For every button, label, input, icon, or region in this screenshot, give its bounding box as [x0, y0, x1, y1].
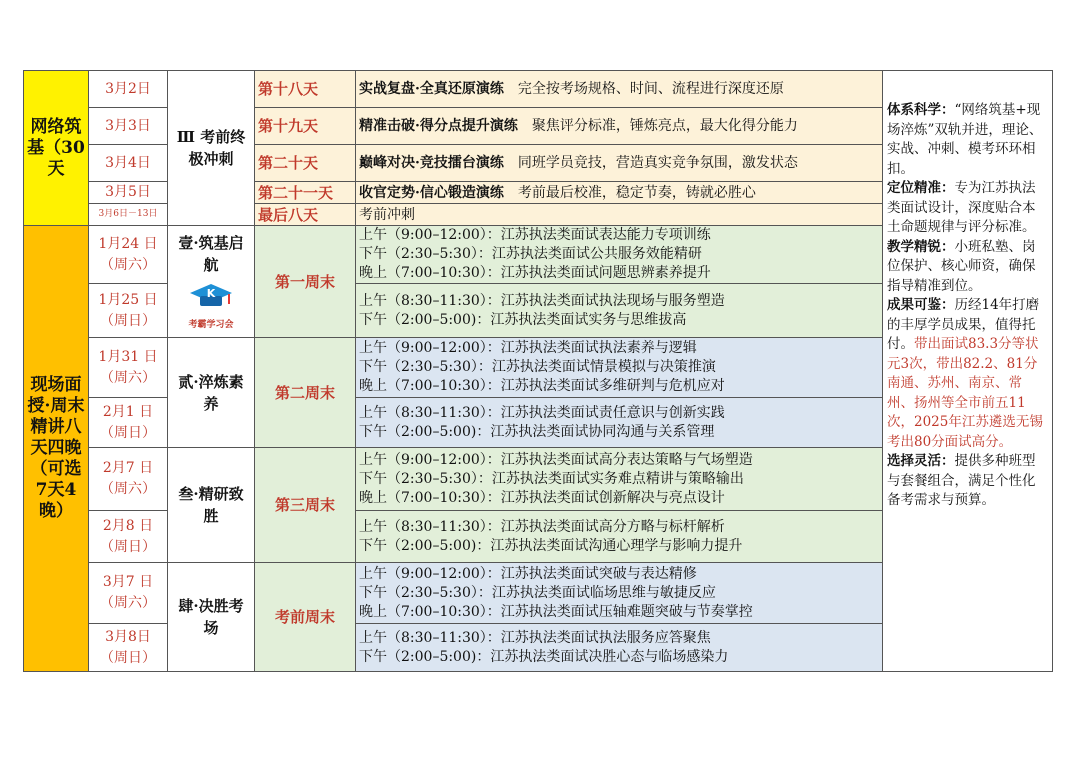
session-list: [356, 398, 883, 448]
module-title: 贰·淬炼素养: [168, 338, 255, 448]
features-column: [883, 71, 1053, 672]
session-line: 上午（9:00–12:00）：江苏执法类面试表达能力专项训练: [359, 227, 711, 243]
logo-caption: 考霸学习会: [188, 320, 234, 330]
drill-title: 收官定势·信心锻造演练: [359, 184, 504, 201]
session-line: 晚上（7:00–10:30）：江苏执法类面试多维研判与危机应对: [359, 378, 725, 394]
drill-content: [356, 71, 883, 108]
week-label: 考前周末: [255, 563, 356, 672]
session-line: 上午（9:00–12:00）：江苏执法类面试突破与表达精修: [359, 565, 697, 582]
session-list: [356, 284, 883, 338]
graduation-cap-icon: [189, 282, 233, 314]
date-cell: 1月25 日（周日）: [89, 284, 168, 338]
date-cell: 1月24 日（周六）: [89, 226, 168, 284]
session-line: 晚上（7:00–10:30）：江苏执法类面试压轴难题突破与节奏掌控: [359, 603, 753, 620]
session-line: 下午（2:00–5:00)：江苏执法类面试沟通心理学与影响力提升: [359, 537, 743, 554]
drill-title: 精准击破·得分点提升演练: [359, 118, 518, 134]
feature-heading: 成果可鉴：: [887, 297, 955, 313]
date-cell: 2月7 日（周六）: [89, 448, 168, 511]
module-label: 壹·筑基启航: [178, 234, 244, 274]
module-title: 叁·精研致胜: [168, 448, 255, 563]
feature-text: 提供多种班型与套餐组合，满足个性化备考需求与预算。: [887, 453, 1036, 508]
session-line: 下午（2:00–5:00)：江苏执法类面试实务与思维拔高: [359, 311, 687, 328]
drill-desc: 同班学员竞技，营造真实竞争氛围，激发状态: [517, 155, 798, 171]
feature-heading: 定位精准：: [887, 180, 955, 196]
feature-text: 历经14年打磨的丰厚学员成果，值得托付。: [887, 297, 1040, 352]
date-cell: 3月4日: [89, 145, 168, 182]
phase2-title: 现场面授·周末精讲八天四晚（可选7天4晚）: [24, 226, 89, 672]
brand-logo: [179, 282, 243, 331]
module-title: [168, 226, 255, 338]
date-cell: 1月31 日（周六）: [89, 338, 168, 398]
module-title: Ⅲ 考前终极冲刺: [168, 71, 255, 226]
phase1-title: 网络筑基（30天: [24, 71, 89, 226]
drill-title: 巅峰对决·竞技擂台演练: [359, 155, 504, 171]
session-line: 下午（2:30–5:30）：江苏执法类面试临场思维与敏捷反应: [359, 584, 716, 601]
session-list: [356, 448, 883, 511]
day-label: 第十八天: [255, 71, 356, 108]
date-cell: 3月6日－13日: [89, 204, 168, 226]
session-line: 晚上（7:00–10:30）：江苏执法类面试创新解决与亮点设计: [359, 489, 725, 506]
drill-desc: 完全按考场规格、时间、流程进行深度还原: [517, 81, 784, 97]
drill-desc: 聚焦评分标准，锤炼亮点，最大化得分能力: [531, 118, 798, 134]
date-cell: 3月8日（周日）: [89, 624, 168, 672]
session-line: 下午（2:00–5:00)：江苏执法类面试决胜心态与临场感染力: [359, 648, 729, 665]
schedule-table: [23, 70, 1053, 672]
module-title: 肆·决胜考场: [168, 563, 255, 672]
drill-content: [356, 108, 883, 145]
date-cell: 3月3日: [89, 108, 168, 145]
drill-content: [356, 145, 883, 182]
session-line: 上午（9:00–12:00）：江苏执法类面试执法素养与逻辑: [359, 340, 697, 356]
session-line: 下午（2:30–5:30）：江苏执法类面试情景模拟与决策推演: [359, 359, 716, 375]
feature-text: 小班私塾、岗位保护、核心师资，确保指导精准到位。: [887, 238, 1036, 294]
date-cell: 2月1 日（周日）: [89, 398, 168, 448]
session-line: 下午（2:30–5:30）：江苏执法类面试公共服务效能精研: [359, 246, 702, 262]
day-label: 第二十天: [255, 145, 356, 182]
session-list: [356, 511, 883, 563]
date-cell: 2月8 日（周日）: [89, 511, 168, 563]
session-line: 下午（2:30–5:30）：江苏执法类面试实务难点精讲与策略输出: [359, 470, 744, 487]
feature-text: “网络筑基+现场淬炼”双轨并进，理论、实战、冲刺、模考环环相扣。: [887, 102, 1043, 177]
session-list: [356, 338, 883, 398]
week-label: 第三周末: [255, 448, 356, 563]
date-cell: 3月7 日（周六）: [89, 563, 168, 624]
drill-title: 实战复盘·全真还原演练: [359, 81, 504, 97]
drill-content: [356, 204, 883, 226]
day-label: 最后八天: [255, 204, 356, 226]
session-list: [356, 624, 883, 672]
day-label: 第十九天: [255, 108, 356, 145]
session-line: 下午（2:00–5:00)：江苏执法类面试协同沟通与关系管理: [359, 423, 715, 440]
feature-heading: 选择灵活：: [887, 453, 955, 469]
session-line: 上午（8:30–11:30）：江苏执法类面试执法服务应答聚焦: [359, 629, 711, 646]
achievement-highlight: 带出面试83.3分等状元3次，带出82.2、81分南通、苏州、南京、常州、扬州等全市前五11次，2025年江苏遴选无锡考出80分面试高分。: [887, 336, 1043, 450]
session-list: [356, 226, 883, 284]
session-list: [356, 563, 883, 624]
svg-text:K: K: [206, 287, 216, 300]
drill-desc: 考前最后校准，稳定节奏，铸就必胜心: [517, 184, 756, 201]
drill-content: [356, 182, 883, 204]
week-label: 第二周末: [255, 338, 356, 448]
drill-desc: 考前冲刺: [359, 206, 415, 223]
feature-heading: 体系科学：: [887, 102, 955, 118]
date-cell: 3月5日: [89, 182, 168, 204]
day-label: 第二十一天: [255, 182, 356, 204]
feature-text: 专为江苏执法类面试设计，深度贴合本土命题规律与评分标准。: [887, 180, 1036, 235]
session-line: 上午（8:30–11:30）：江苏执法类面试责任意识与创新实践: [359, 404, 725, 421]
session-line: 上午（8:30–11:30）：江苏执法类面试执法现场与服务塑造: [359, 292, 725, 309]
session-line: 上午（8:30–11:30）：江苏执法类面试高分方略与标杆解析: [359, 518, 725, 535]
session-line: 上午（9:00–12:00）：江苏执法类面试高分表达策略与气场塑造: [359, 451, 753, 468]
feature-heading: 教学精锐：: [887, 238, 955, 255]
session-line: 晚上（7:00–10:30）：江苏执法类面试问题思辨素养提升: [359, 265, 711, 281]
week-label: 第一周末: [255, 226, 356, 338]
date-cell: 3月2日: [89, 71, 168, 108]
